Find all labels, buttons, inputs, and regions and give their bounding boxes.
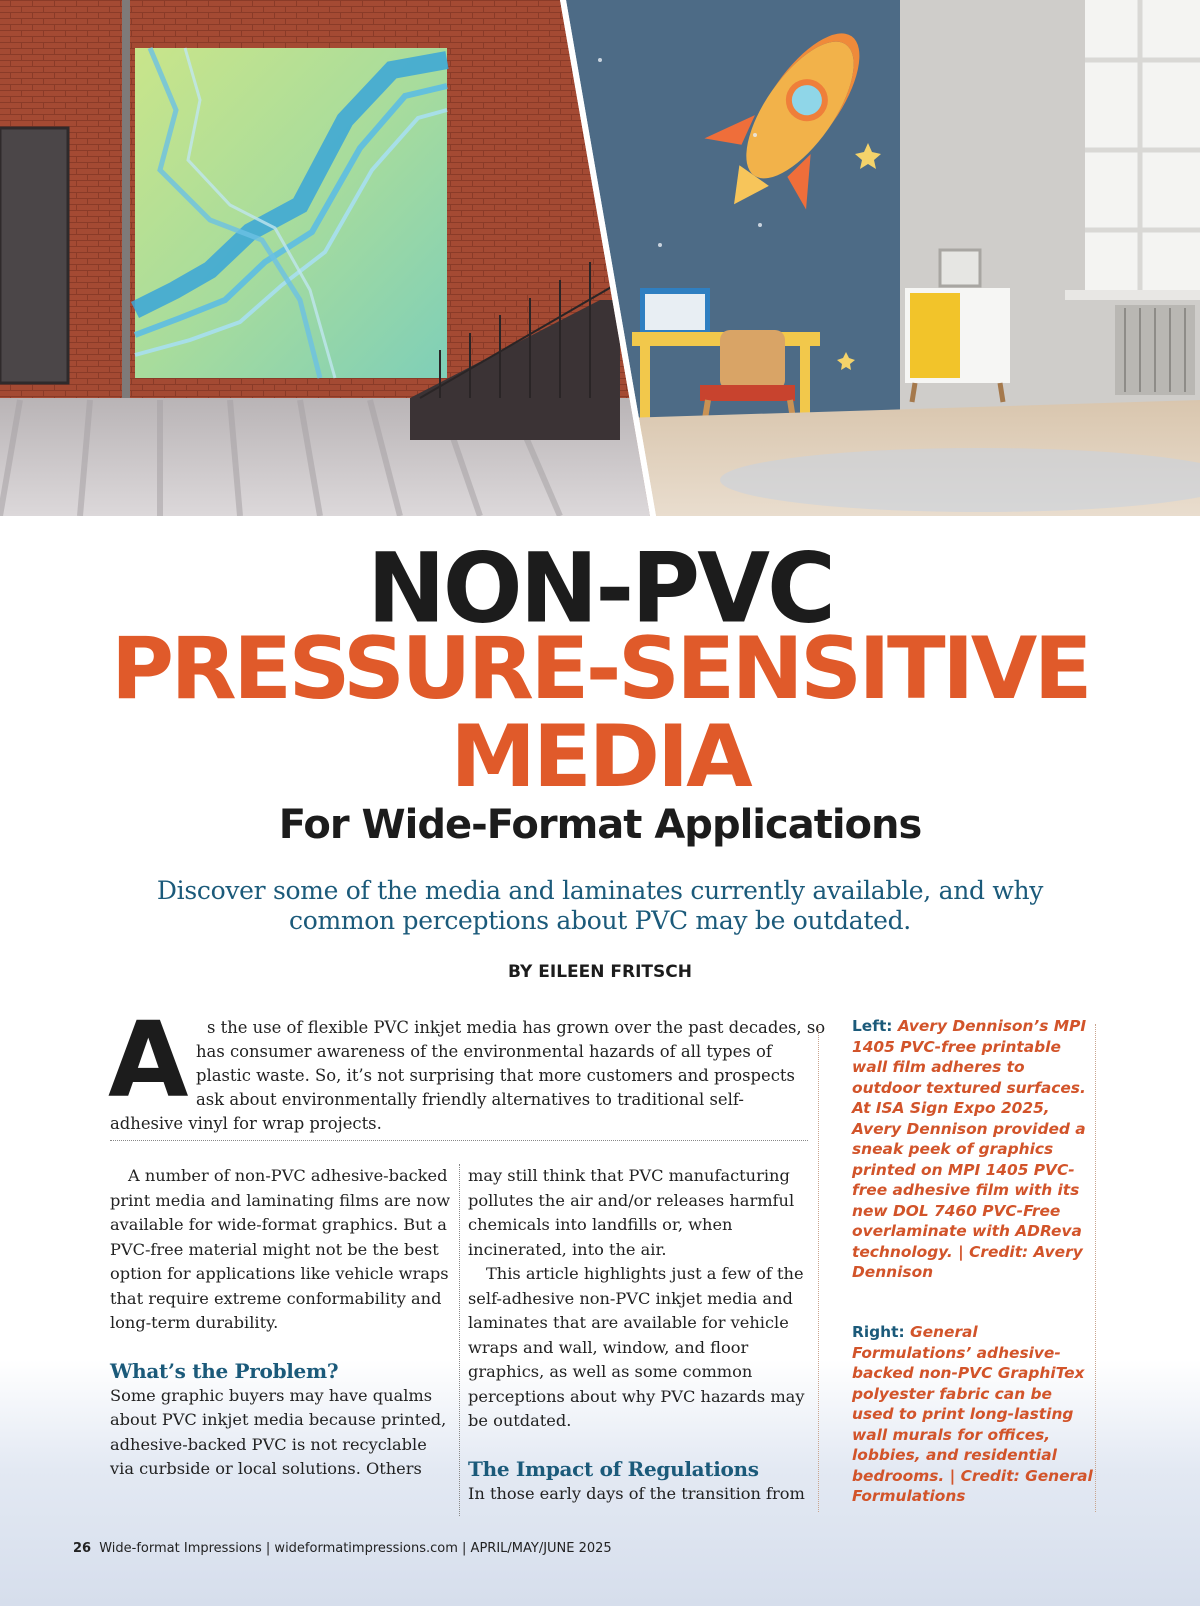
hero-photos [0, 0, 1200, 516]
body-column-1 [110, 1164, 455, 1482]
page-number: 26 [73, 1541, 92, 1556]
intro-divider [110, 1140, 808, 1141]
caption-right-text: General Formulations’ adhesive-backed non-PVC GraphiTex polyester fabric can be used to print long-lasting wall murals for offices, lobbies, and residential bedrooms. | Credit: General Formulations [852, 1323, 1093, 1505]
intro-line-1: s the use of flexible PVC inkjet media has grown over the past decades, so [207, 1018, 826, 1037]
intro-line-3: plastic waste. So, it’s not surprising that more customers and prospects [196, 1066, 795, 1085]
body-column-2 [468, 1164, 808, 1506]
column2-paragraph-2: This article highlights just a few of the self-adhesive non-PVC inkjet media and laminates that are available for vehicle wraps and wall, window, and floor graphics, as well as some common perceptions about why PVC hazards may be outdated. [468, 1264, 805, 1430]
subhead-whats-the-problem: What’s the Problem? [110, 1358, 339, 1383]
caption-left-label: Left: [852, 1017, 893, 1035]
caption-left-text: Avery Dennison’s MPI 1405 PVC-free printable wall film adheres to outdoor textured surfaces. At ISA Sign Expo 2025, Avery Dennison provided a sneak peek of graphics printed on MPI 1405 PVC-free adhesive film with its new DOL 7460 PVC-Free overlaminate with ADReva technology. | Credit: Avery Dennison [852, 1017, 1087, 1281]
article-deck: Discover some of the media and laminates currently available, and why common perceptions about PVC may be outdated. [156, 876, 1044, 935]
headline-line-1: NON-PVC [367, 533, 833, 646]
intro-line-5: adhesive vinyl for wrap projects. [110, 1114, 382, 1133]
byline: BY EILEEN FRITSCH [508, 962, 692, 982]
intro-line-4: ask about environmentally friendly alternatives to traditional self- [196, 1090, 744, 1109]
hero-illustration [0, 0, 1200, 516]
caption-left-photo [852, 1016, 1097, 1283]
column1-paragraph-1: A number of non-PVC adhesive-backed print media and laminating films are now available for wide-format graphics. But a PVC-free material might not be the best option for applications like vehicle wraps that require extreme conformability and long-term durability. [110, 1166, 451, 1332]
caption-right-photo [852, 1322, 1097, 1507]
column-divider [459, 1164, 460, 1516]
column2-paragraph-1: may still think that PVC manufacturing pollutes the air and/or releases harmful chemicals into landfills or, when incinerated, into the air. [468, 1166, 795, 1259]
headline-line-2: PRESSURE-SENSITIVE [110, 619, 1090, 719]
caption-right-label: Right: [852, 1323, 905, 1341]
headline-subtitle: For Wide-Format Applications [278, 802, 922, 848]
page-footer [73, 1541, 612, 1556]
intro-line-2: has consumer awareness of the environmental hazards of all types of [196, 1042, 772, 1061]
right-photo-rocket-room [560, 0, 1200, 516]
footer-publication: Wide-format Impressions | wideformatimpressions.com | APRIL/MAY/JUNE 2025 [99, 1541, 612, 1556]
column2-paragraph-3: In those early days of the transition from [468, 1483, 805, 1503]
drop-cap: A [108, 999, 189, 1121]
headline-line-3: MEDIA [450, 707, 750, 807]
subhead-impact-of-regulations: The Impact of Regulations [468, 1456, 759, 1481]
caption-divider-left [818, 1024, 819, 1512]
column1-paragraph-2: Some graphic buyers may have qualms about PVC inkjet media because printed, adhesive-backed PVC is not recyclable via curbside or local solutions. Others [110, 1385, 447, 1478]
